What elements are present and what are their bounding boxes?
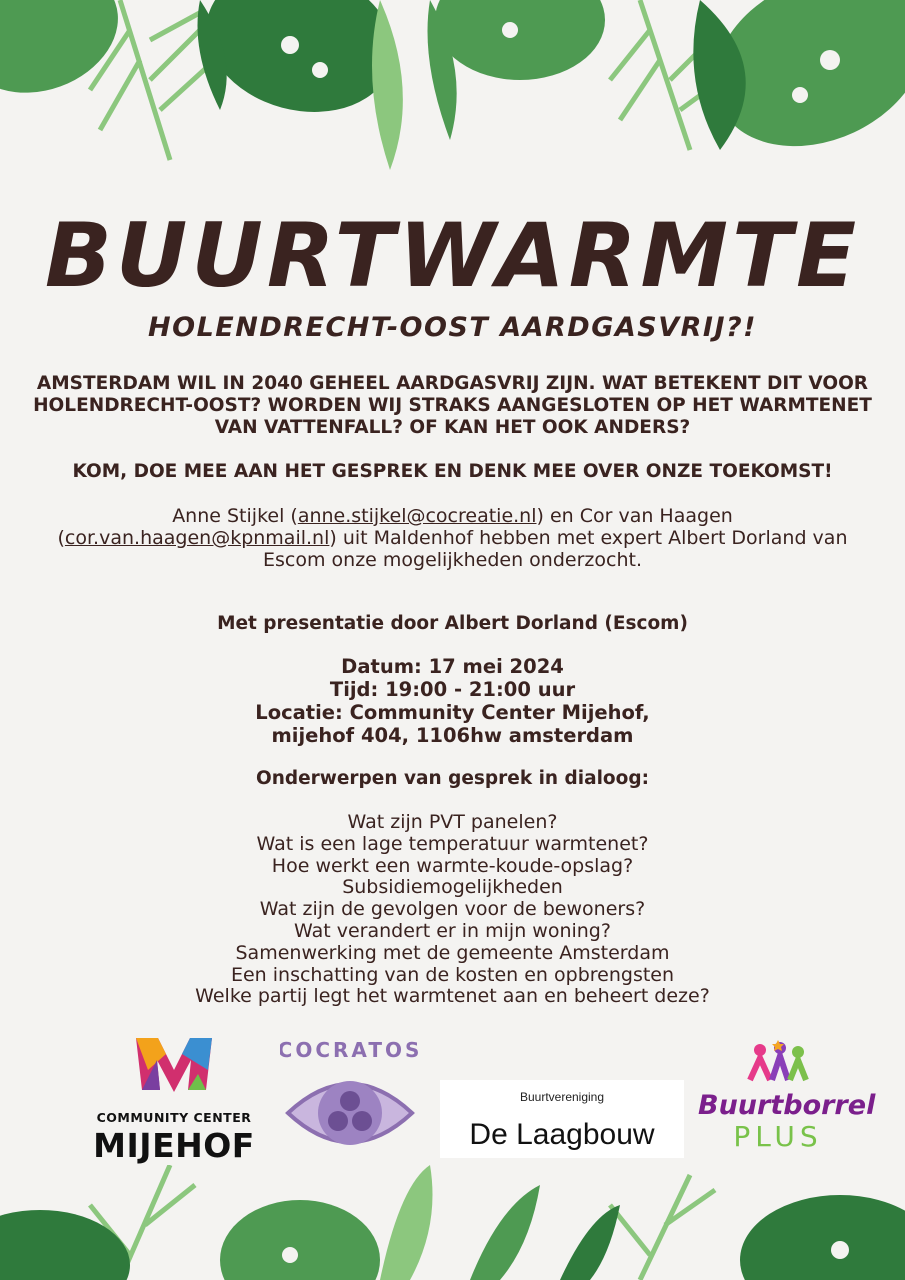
palm-leaf-icon <box>90 0 735 160</box>
organizers-text <box>30 505 875 571</box>
organizers-text-part: Anne Stijkel ( <box>172 505 298 527</box>
buurtborrel-logo <box>698 1040 876 1155</box>
topics-heading: Onderwerpen van gesprek in dialoog: <box>255 768 649 789</box>
cocratos-wordmark: COCRATOS <box>280 1038 420 1062</box>
event-address: mijehof 404, 1106hw amsterdam <box>271 724 634 747</box>
mijehof-line1: COMMUNITY CENTER <box>96 1110 252 1125</box>
event-time: Tijd: 19:00 - 21:00 uur <box>329 678 576 701</box>
organizers-text-part: ) en Cor van Haagen ( <box>57 505 733 549</box>
call-to-action: KOM, DOE MEE AAN HET GESPREK EN DENK MEE OVER ONZE TOEKOMST! <box>72 461 833 482</box>
buurtborrel-people-icon <box>698 1040 858 1088</box>
intro-text: AMSTERDAM WIL IN 2040 GEHEEL AARDGASVRIJ ZIJN. WAT BETEKENT DIT VOOR HOLENDRECHT-OOST? WORDEN WIJ STRAKS AANGESLOTEN OP HET WARMTENET VAN VATTENFALL? OF KAN HET OOK ANDERS? <box>33 373 872 438</box>
buurtborrel-line2: PLUS <box>733 1120 823 1153</box>
topic-item: Wat is een lage temperatuur warmtenet? <box>256 832 649 855</box>
email-link-anne[interactable]: anne.stijkel@cocreatie.nl <box>297 505 537 527</box>
mijehof-logo <box>88 1030 260 1170</box>
topic-item: Wat verandert er in mijn woning? <box>294 919 611 942</box>
cocratos-eye-icon <box>288 1081 412 1145</box>
monstera-leaf-icon <box>0 0 905 179</box>
topic-item: Samenwerking met de gemeente Amsterdam <box>235 941 670 964</box>
poster-subtitle: HOLENDRECHT-OOST AARDGASVRIJ?! <box>148 312 757 343</box>
buurtborrel-line1: Buurtborrel <box>698 1090 876 1121</box>
event-details <box>0 655 905 747</box>
topic-item: Welke partij legt het warmtenet aan en beheert deze? <box>195 985 710 1008</box>
cocratos-logo <box>280 1035 420 1163</box>
topic-item: Wat zijn PVT panelen? <box>347 811 558 833</box>
organizers-text-part: ) uit Maldenhof hebben met expert Albert Dorland van Escom onze mogelijkheden onderzocht. <box>263 527 848 571</box>
leaf-shapes <box>380 1165 620 1280</box>
mijehof-m-logo-icon <box>88 1030 260 1110</box>
presentation-line: Met presentatie door Albert Dorland (Escom) <box>217 613 688 634</box>
palm-leaf-icon <box>90 1165 715 1280</box>
poster-title: BUURTWARMTE <box>44 204 861 307</box>
topic-item: Een inschatting van de kosten en opbrengsten <box>230 963 675 986</box>
topics-list <box>0 812 905 1008</box>
bottom-foliage-decoration <box>0 1165 905 1280</box>
leaf-shapes <box>198 0 746 170</box>
monstera-leaf-icon <box>0 1195 905 1280</box>
laagbouw-logo <box>440 1080 684 1158</box>
email-link-cor[interactable]: cor.van.haagen@kpnmail.nl <box>64 527 330 549</box>
topic-item: Subsidiemogelijkheden <box>342 876 563 899</box>
event-date: Datum: 17 mei 2024 <box>341 655 564 678</box>
mijehof-line2: MIJEHOF <box>93 1126 255 1165</box>
top-foliage-decoration <box>0 0 905 200</box>
laagbouw-name: De Laagbouw <box>469 1118 655 1151</box>
laagbouw-label: Buurtvereniging <box>519 1090 605 1104</box>
event-location: Locatie: Community Center Mijehof, <box>255 701 650 724</box>
topic-item: Wat zijn de gevolgen voor de bewoners? <box>259 898 646 921</box>
topic-item: Hoe werkt een warmte-koude-opslag? <box>271 854 634 877</box>
